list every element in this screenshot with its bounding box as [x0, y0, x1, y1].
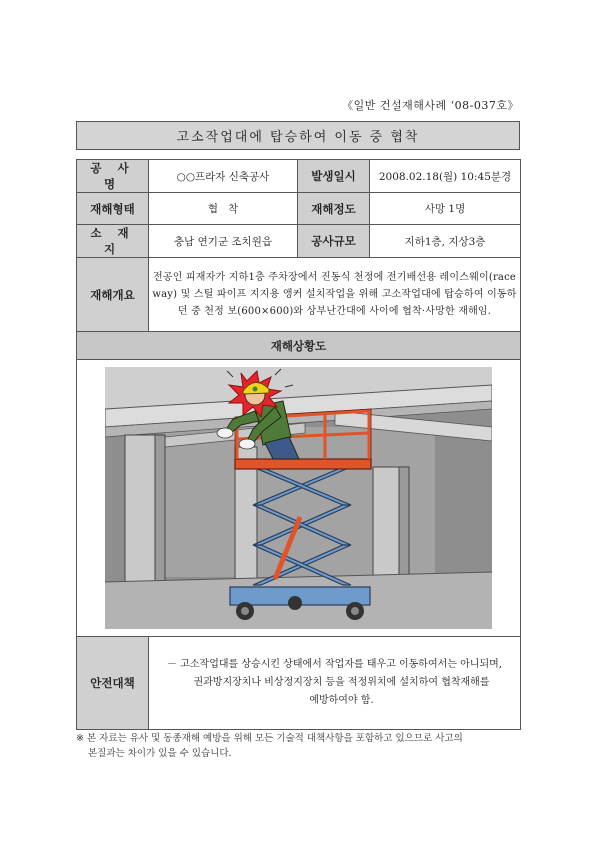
accident-illustration-cell: [77, 360, 521, 637]
measures-label: 안전대책: [77, 637, 149, 730]
helmet-badge: [253, 387, 258, 392]
measures-line-3: 예방하여야 함.: [309, 695, 374, 706]
document-title: 고소작업대에 탑승하여 이동 중 협착: [76, 121, 520, 150]
location-value: 충남 연기군 조치원읍: [149, 225, 298, 258]
footnote: [76, 731, 526, 761]
worker-glove-left: [217, 428, 233, 438]
occurred-at-value: 2008.02.18(월) 10:45분경: [370, 160, 521, 193]
footnote-line-1: ※ 본 자료는 유사 및 동종재해 예방을 위해 모든 기술적 대책사항을 포함하고 있으므로 사고의: [76, 733, 463, 744]
situation-diagram-label: 재해상황도: [77, 332, 521, 360]
column-left-side: [155, 435, 165, 605]
overview-label: 재해개요: [77, 258, 149, 332]
scale-value: 지하1층, 지상3층: [370, 225, 521, 258]
lift-wheel-hub-front-right: [351, 607, 359, 615]
measures-text: [149, 637, 521, 730]
occurred-at-label: 발생일시: [298, 160, 370, 193]
lift-wheel-hub-front-left: [241, 607, 249, 615]
severity-label: 재해정도: [298, 193, 370, 225]
lift-platform: [235, 459, 371, 469]
severity-value: 사망 1명: [370, 193, 521, 225]
scale-label: 공사규모: [298, 225, 370, 258]
lift-wheel-rear: [288, 596, 302, 610]
accident-type-label: 재해형태: [77, 193, 149, 225]
project-name-value: ○○프라자 신축공사: [149, 160, 298, 193]
accident-info-table: [76, 159, 521, 730]
column-left: [125, 435, 155, 605]
overview-text: 전공인 피재자가 지하1층 주차장에서 진동식 천정에 전기배선용 레이스웨이(race way) 및 스틸 파이프 지지용 앵커 설치작업을 위해 고소작업대에 탑승하여 이동하던 중 천정 보(600×600)와 상부난간대에 사이에 협착·사망한 재해임.: [149, 258, 521, 332]
worker-glove-right: [239, 439, 255, 449]
accident-illustration: [105, 367, 492, 629]
project-name-label: 공 사 명: [77, 160, 149, 193]
case-number: 《일반 건설재해사례 ‘08-037호》: [342, 99, 519, 112]
measures-line-1: － 고소작업대를 상승시킨 상태에서 작업자를 태우고 이동하여서는 아니되며,: [167, 659, 502, 670]
footnote-line-2: 본질과는 차이가 있을 수 있습니다.: [88, 748, 232, 759]
accident-type-value: 협 착: [149, 193, 298, 225]
measures-line-2: 권과방지장치나 비상정지장치 등을 적정위치에 설치하여 협착재해를: [193, 677, 490, 688]
location-label: 소 재 지: [77, 225, 149, 258]
